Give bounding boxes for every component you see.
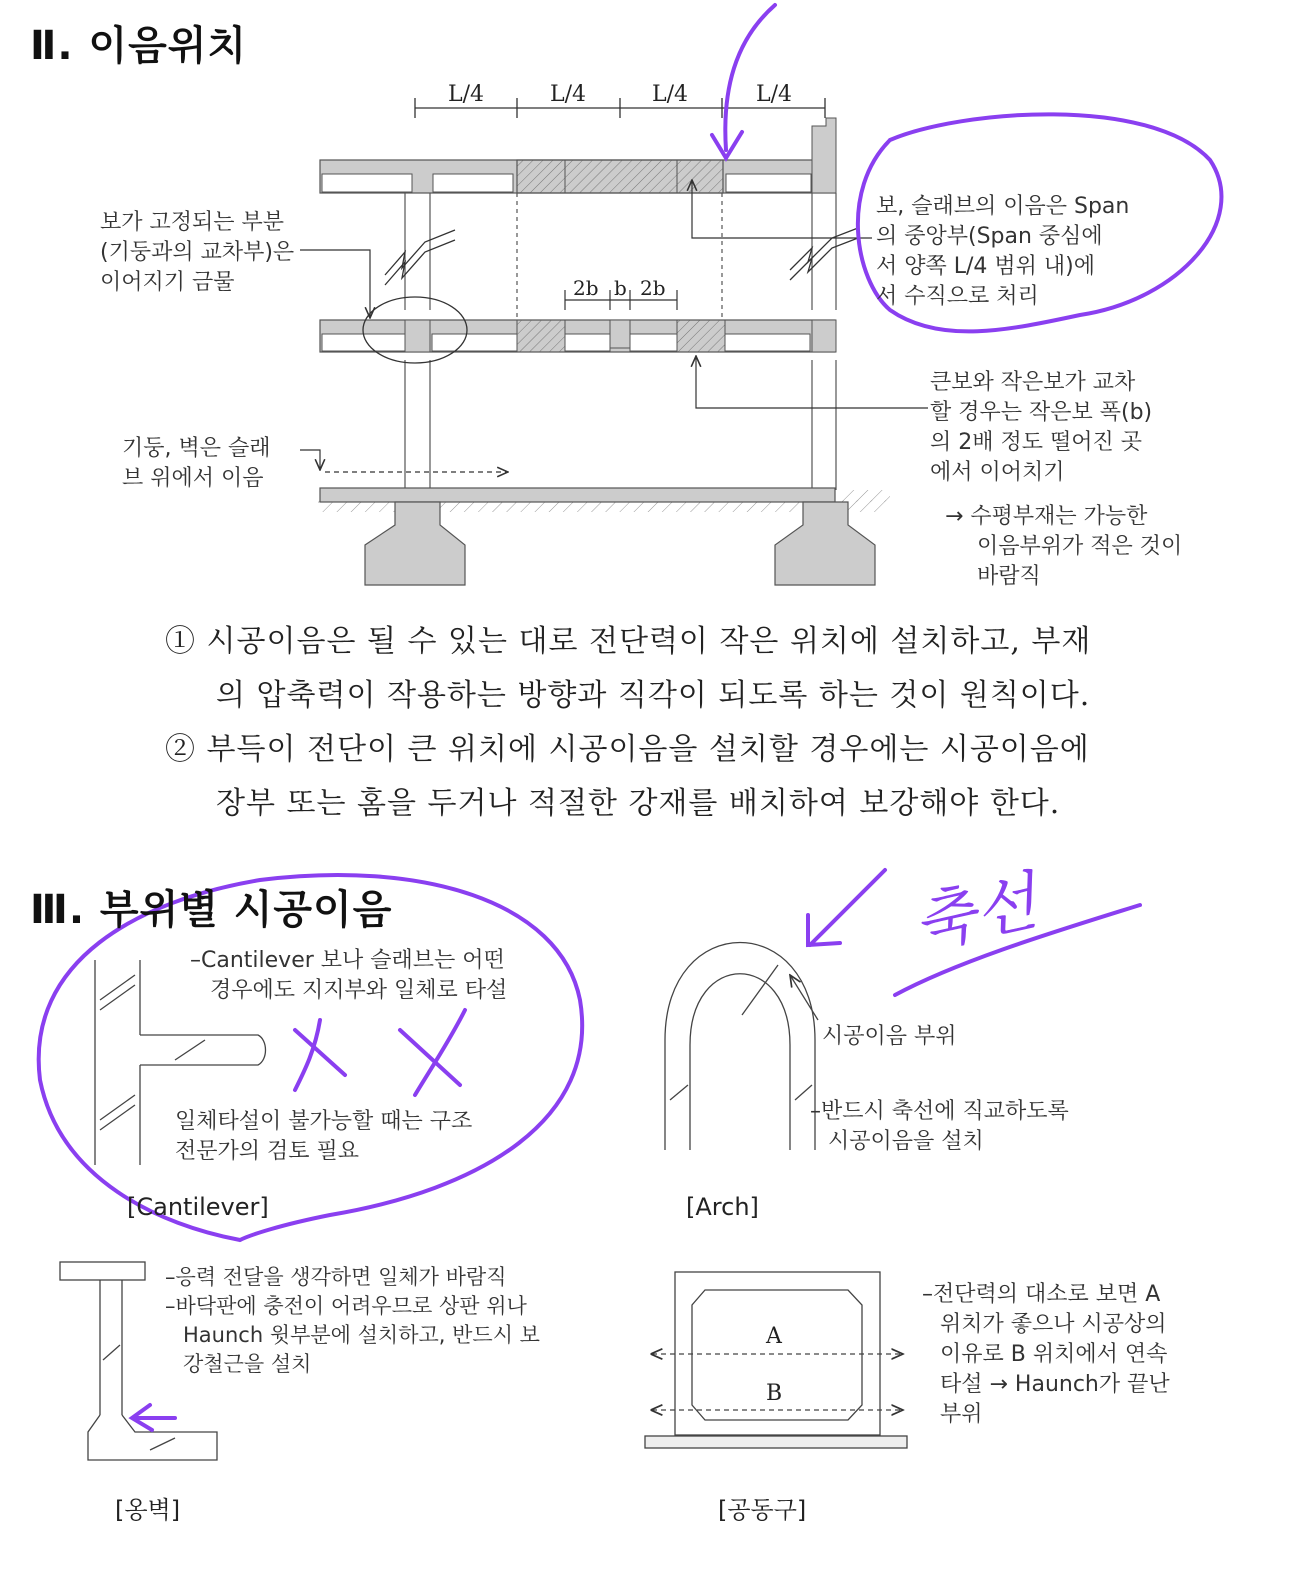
label-fixed-part: 보가 고정되는 부분 (기둥과의 교차부)은 이어지기 금물 [100, 210, 295, 295]
culvert-label-b: B [766, 1381, 783, 1406]
arch-note-1: 시공이음 부위 [822, 1024, 957, 1049]
top-slab [320, 118, 836, 193]
section-title-3: Ⅲ. 부위별 시공이음 [30, 887, 393, 933]
dim-l4-4: L/4 [756, 82, 793, 107]
culvert-diagram [645, 1272, 907, 1448]
dim-l4-3: L/4 [652, 82, 689, 107]
point-1-line-1: ① 시공이음은 될 수 있는 대로 전단력이 작은 위치에 설치하고, 부재 [165, 624, 1092, 659]
cantilever-note-1: –Cantilever 보나 슬래브는 어떤 경우에도 지지부와 일체로 타설 [190, 948, 508, 1003]
culvert-caption: [공동구] [718, 1496, 807, 1524]
point-2-line-1: ② 부득이 전단이 큰 위치에 시공이음을 설치할 경우에는 시공이음에 [165, 732, 1090, 767]
arch-note-2: –반드시 축선에 직교하도록 시공이음을 설치 [810, 1099, 1069, 1154]
dim-l4-2: L/4 [550, 82, 587, 107]
section-title-2: Ⅱ. 이음위치 [30, 23, 248, 69]
label-horizontal-member: → 수평부재는 가능한 이음부위가 적은 것이 바람직 [945, 504, 1183, 589]
middle-slab [320, 320, 836, 352]
culvert-note: –전단력의 대소로 보면 A 위치가 좋으나 시공상의 이유로 B 위치에서 연속 타설 → Haunch가 끝난 부위 [922, 1282, 1170, 1427]
ground-slab [318, 488, 890, 585]
arch-caption: [Arch] [686, 1193, 759, 1221]
point-1-line-2: 의 압축력이 작용하는 방향과 직각이 되도록 하는 것이 원칙이다. [216, 678, 1091, 713]
dim-2b-right: 2b [640, 276, 666, 300]
cantilever-note-2: 일체타설이 불가능할 때는 구조 전문가의 검토 필요 [175, 1109, 473, 1164]
label-beam-crossing: 큰보와 작은보가 교차 할 경우는 작은보 폭(b) 의 2배 정도 떨어진 곳 에서 이어치기 [930, 370, 1153, 485]
wall-caption: [옹벽] [115, 1496, 181, 1524]
dim-l4-1: L/4 [448, 82, 485, 107]
point-2-line-2: 장부 또는 홈을 두거나 적절한 강재를 배치하여 보강해야 한다. [216, 786, 1061, 821]
label-column-wall: 기둥, 벽은 슬래 브 위에서 이음 [122, 436, 271, 491]
wall-note: –응력 전달을 생각하면 일체가 바람직 –바닥판에 충전이 어려우므로 상판 위나 Haunch 윗부분에 설치하고, 반드시 보 강철근을 설치 [165, 1265, 540, 1376]
cantilever-caption: [Cantilever] [127, 1193, 269, 1221]
culvert-label-a: A [766, 1324, 782, 1349]
label-span-joint: 보, 슬래브의 이음은 Span 의 중앙부(Span 중심에 서 양쪽 L/4 범위 내)에 서 수직으로 처리 [876, 194, 1130, 309]
arch-diagram [665, 943, 818, 1151]
dim-2b-left: 2b [573, 276, 599, 300]
dim-b: b [614, 276, 627, 300]
handwritten-note: 축선 [906, 864, 1044, 963]
